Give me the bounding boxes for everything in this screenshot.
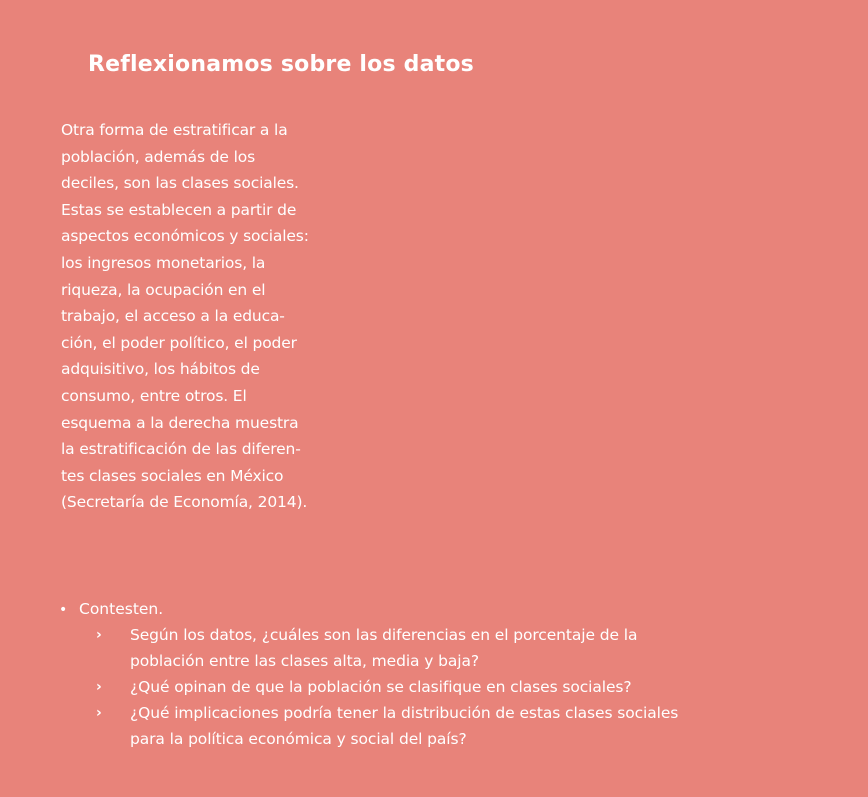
intro-line: ción, el poder político, el poder <box>61 333 297 352</box>
instruction-text: Contesten. <box>79 600 164 618</box>
chevron-right-icon: › <box>96 679 102 695</box>
intro-line: consumo, entre otros. El <box>61 386 247 405</box>
question-item <box>96 700 816 752</box>
intro-line: la estratificación de las diferen- <box>61 440 301 459</box>
intro-line: tes clases sociales en México <box>61 466 284 485</box>
chevron-right-icon: › <box>96 627 102 643</box>
question-item <box>96 622 816 674</box>
section-title: Reflexionamos sobre los datos <box>88 52 474 77</box>
questions-list <box>96 622 816 752</box>
question-line: Según los datos, ¿cuáles son las diferencias en el porcentaje de la <box>130 626 638 644</box>
question-line: población entre las clases alta, media y baja? <box>130 652 480 670</box>
intro-line: trabajo, el acceso a la educa- <box>61 307 285 326</box>
intro-line: Otra forma de estratificar a la <box>61 121 288 139</box>
intro-line: riqueza, la ocupación en el <box>61 280 266 299</box>
question-item <box>96 674 816 700</box>
question-text <box>130 700 678 752</box>
chevron-right-icon: › <box>96 705 102 721</box>
question-line: ¿Qué implicaciones podría tener la distribución de estas clases sociales <box>130 704 679 722</box>
intro-line: adquisitivo, los hábitos de <box>61 360 260 379</box>
question-text <box>130 622 637 674</box>
bullet-icon: • <box>59 602 68 618</box>
intro-line: población, además de los <box>61 147 255 166</box>
question-line: para la política económica y social del país? <box>130 730 467 748</box>
intro-line: Estas se establecen a partir de <box>61 200 297 219</box>
question-text <box>130 674 632 700</box>
intro-line: los ingresos monetarios, la <box>61 253 266 272</box>
intro-line: aspectos económicos y sociales: <box>61 227 309 246</box>
intro-line: deciles, son las clases sociales. <box>61 174 299 193</box>
intro-line: esquema a la derecha muestra <box>61 413 299 432</box>
activity-instruction <box>59 596 163 623</box>
intro-paragraph <box>61 117 361 516</box>
intro-line: (Secretaría de Economía, 2014). <box>61 493 308 512</box>
activity-list <box>59 596 679 748</box>
question-line: ¿Qué opinan de que la población se clasifique en clases sociales? <box>130 678 632 696</box>
